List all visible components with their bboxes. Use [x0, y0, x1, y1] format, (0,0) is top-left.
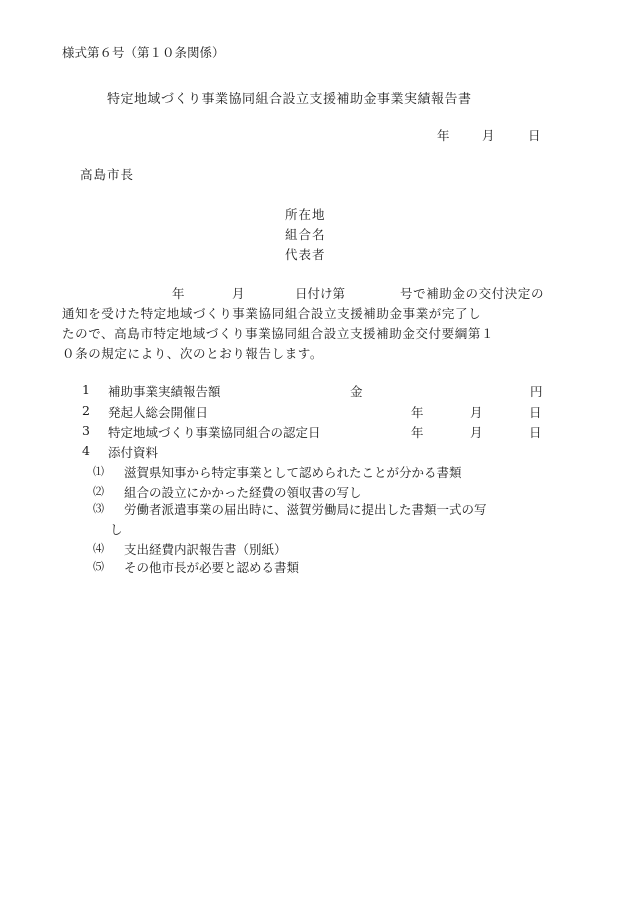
date-year-label: 年: [437, 128, 450, 143]
attachment-number: ⑶: [93, 502, 104, 515]
item-number: 1: [82, 382, 90, 397]
attachment-number: ⑸: [93, 560, 104, 573]
attachment-number: ⑴: [93, 465, 104, 478]
item-label-report-amount: 補助事業実績報告額: [108, 384, 221, 399]
body-line-1-rest: 号で補助金の交付決定の: [400, 286, 545, 301]
addressee: 高島市長: [80, 167, 135, 182]
item-year-label: 年: [411, 425, 424, 440]
attachment-label: 労働者派遣事業の届出時に、滋賀労働局に提出した書類一式の写: [124, 502, 487, 517]
item-label-attachments: 添付資料: [108, 445, 159, 460]
applicant-representative-label: 代表者: [285, 247, 326, 262]
document-title: 特定地域づくり事業協同組合設立支援補助金事業実績報告書: [107, 92, 472, 107]
item-number: 2: [82, 403, 90, 418]
amount-kin-label: 金: [350, 384, 363, 399]
item-day-label: 日: [529, 405, 542, 420]
item-number: 3: [82, 423, 90, 438]
body-decision-year-label: 年: [172, 286, 185, 301]
item-number: 4: [82, 443, 90, 458]
item-month-label: 月: [470, 405, 483, 420]
amount-yen-label: 円: [530, 384, 543, 399]
body-line-3: たので、高島市特定地域づくり事業協同組合設立支援補助金交付要綱第１: [62, 326, 495, 341]
date-month-label: 月: [482, 128, 495, 143]
body-line-2: 通知を受けた特定地域づくり事業協同組合設立支援補助金事業が完了し: [62, 306, 482, 321]
attachment-label: 支出経費内訳報告書（別紙）: [124, 542, 287, 557]
body-decision-month-label: 月: [232, 286, 245, 301]
attachment-label: 組合の設立にかかった経費の領収書の写し: [124, 485, 362, 500]
item-label-promoter-meeting-date: 発起人総会開催日: [108, 405, 209, 420]
form-number: 様式第６号（第１０条関係）: [62, 45, 225, 60]
date-day-label: 日: [528, 128, 541, 143]
body-decision-date-label: 日付け第: [295, 286, 346, 301]
attachment-number: ⑷: [93, 542, 104, 555]
item-label-certification-date: 特定地域づくり事業協同組合の認定日: [108, 425, 321, 440]
applicant-union-name-label: 組合名: [285, 227, 326, 242]
item-day-label: 日: [529, 425, 542, 440]
attachment-label: 滋賀県知事から特定事業として認められたことが分かる書類: [124, 465, 462, 480]
applicant-address-label: 所在地: [285, 207, 326, 222]
attachment-label: その他市長が必要と認める書類: [124, 560, 300, 575]
item-year-label: 年: [411, 405, 424, 420]
body-line-4: ０条の規定により、次のとおり報告します。: [62, 346, 324, 361]
item-month-label: 月: [470, 425, 483, 440]
attachment-number: ⑵: [93, 485, 104, 498]
attachment-label-continuation: し: [110, 522, 123, 537]
